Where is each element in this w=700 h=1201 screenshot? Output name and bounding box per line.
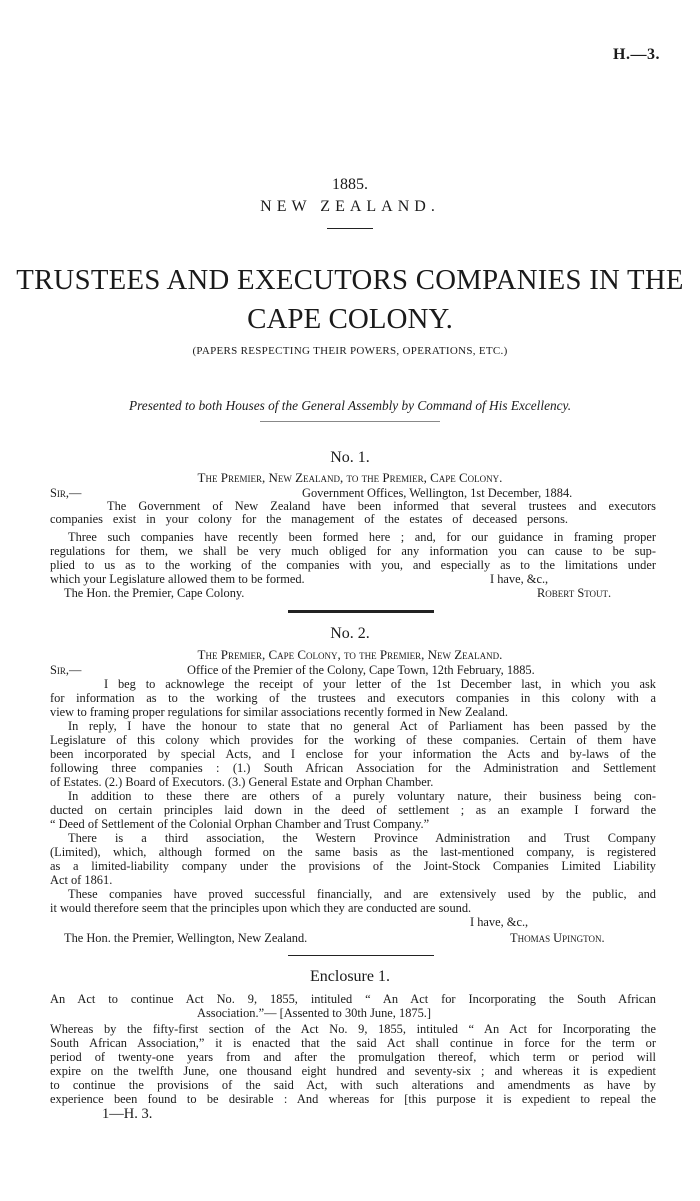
no2-body-line: In reply, I have the honour to state that no general Act of Parliament has been passed by the	[68, 719, 656, 733]
no1-body-line: The Government of New Zealand have been informed that several trustees and executors	[107, 499, 656, 513]
no2-body-line: In addition to these there are others of a purely voluntary nature, their business being con-	[68, 789, 656, 803]
no1-body-line: regulations for them, we shall be very much obliged for any information you can cause to be sup-	[50, 544, 656, 558]
enclosure-heading: Enclosure 1.	[310, 968, 390, 985]
page-reference: H.—3.	[613, 46, 660, 63]
enclosure-body-line: period of twenty-one years from and after the promulgation thereof, which term or period will	[50, 1050, 656, 1064]
no2-body-line: view to framing proper regulations for similar associations recently formed in New Zealand.	[50, 705, 508, 719]
section-heading-no1: No. 1.	[330, 449, 370, 466]
no2-body-line: ducted on certain principles laid down in the deed of settlement ; as an example I forward the	[50, 803, 656, 817]
no2-body-line: for information as to the working of the trustees and executors companies in this colony with a	[50, 691, 656, 705]
enclosure-body-line: Whereas by the fifty-first section of the Act No. 9, 1855, intituled “ An Act for Incorporating the	[50, 1022, 656, 1036]
enclosure-act-title: Association.”— [Assented to 30th June, 1875.]	[197, 1006, 432, 1020]
no1-from-to: The Premier, New Zealand, to the Premier, Cape Colony.	[197, 470, 503, 485]
enclosure-act-title: An Act to continue Act No. 9, 1855, intituled “ An Act for Incorporating the South African	[50, 992, 656, 1006]
no2-body-line: as a limited-liability company under the provisions of the Joint-Stock Companies Limited Liability	[50, 859, 656, 873]
document-title-line1: TRUSTEES AND EXECUTORS COMPANIES IN THE	[16, 264, 684, 296]
signature-mark: 1—H. 3.	[102, 1106, 153, 1122]
no1-closing: I have, &c.,	[490, 572, 549, 586]
document-title-line2: CAPE COLONY.	[247, 303, 453, 335]
presented-line: Presented to both Houses of the General Assembly by Command of His Excellency.	[128, 398, 572, 413]
enclosure-body-line: experience been found to be desirable : And whereas for [this purpose it is expedient to repeal the	[50, 1092, 656, 1106]
no2-recipient: The Hon. the Premier, Wellington, New Zealand.	[64, 931, 308, 945]
no2-salutation: Sir,—	[50, 663, 82, 677]
no1-recipient: The Hon. the Premier, Cape Colony.	[64, 586, 245, 600]
no2-body-line: it would therefore seem that the principles upon which they are conducted are sound.	[50, 901, 472, 915]
no1-body-line: Three such companies have recently been formed here ; and, for our guidance in framing proper	[68, 530, 656, 544]
no2-from-to: The Premier, Cape Colony, to the Premier, New Zealand.	[197, 647, 503, 662]
divider-rule	[260, 421, 440, 422]
no2-address: Office of the Premier of the Colony, Cape Town, 12th February, 1885.	[187, 663, 535, 677]
no1-salutation: Sir,—	[50, 486, 82, 500]
no2-body-line: Act of 1861.	[50, 873, 113, 887]
section-divider	[288, 610, 434, 613]
no1-body-line: companies exist in your colony for the management of the estates of deceased persons.	[50, 512, 568, 526]
no2-body-line: following three companies : (1.) South African Association for the Administration and Settlement	[50, 761, 656, 775]
no1-body-line: which your Legislature allowed them to be formed.	[50, 572, 305, 586]
no1-body-line: plied to us as to the working of the companies with you, and especially as to the limitations under	[50, 558, 656, 572]
no2-body-line: These companies have proved successful financially, and are extensively used by the public, and	[68, 887, 656, 901]
no2-body-line: I beg to acknowlege the receipt of your letter of the 1st December last, in which you ask	[104, 677, 656, 691]
no2-body-line: (Limited), which, although formed on the same basis as the last-mentioned company, is registered	[50, 845, 656, 859]
no1-address: Government Offices, Wellington, 1st December, 1884.	[302, 486, 573, 500]
enclosure-body-line: expire on the twelfth June, one thousand eight hundred and seventy-six ; and whereas it is expedient	[50, 1064, 656, 1078]
no2-body-line: Legislature of this colony which provides for the working of these companies. Certain of them have	[50, 733, 656, 747]
document-subtitle: (PAPERS RESPECTING THEIR POWERS, OPERATIONS, ETC.)	[192, 345, 508, 357]
divider-rule	[327, 228, 373, 229]
year: 1885.	[332, 176, 368, 193]
enclosure-body-line: to continue the provisions of the said Act, with such alterations and amendments as have by	[50, 1078, 656, 1092]
enclosure-body-line: South African Association,” it is enacted that the said Act shall continue in force for the term or	[50, 1036, 656, 1050]
no2-body-line: There is a third association, the Western Province Administration and Trust Company	[68, 831, 656, 845]
no2-body-line: of Estates. (2.) Board of Executors. (3.) General Estate and Orphan Chamber.	[50, 775, 434, 789]
country: NEW ZEALAND.	[260, 198, 440, 215]
no2-body-line: “ Deed of Settlement of the Colonial Orphan Chamber and Trust Company.”	[50, 817, 430, 831]
section-divider	[288, 955, 434, 956]
no2-signature: Thomas Upington.	[510, 931, 605, 945]
no2-closing: I have, &c.,	[470, 915, 529, 929]
section-heading-no2: No. 2.	[330, 625, 370, 642]
no1-signature: Robert Stout.	[537, 586, 612, 600]
no2-body-line: been incorporated by special Acts, and I enclose for your information the Acts and by-laws of the	[50, 747, 656, 761]
